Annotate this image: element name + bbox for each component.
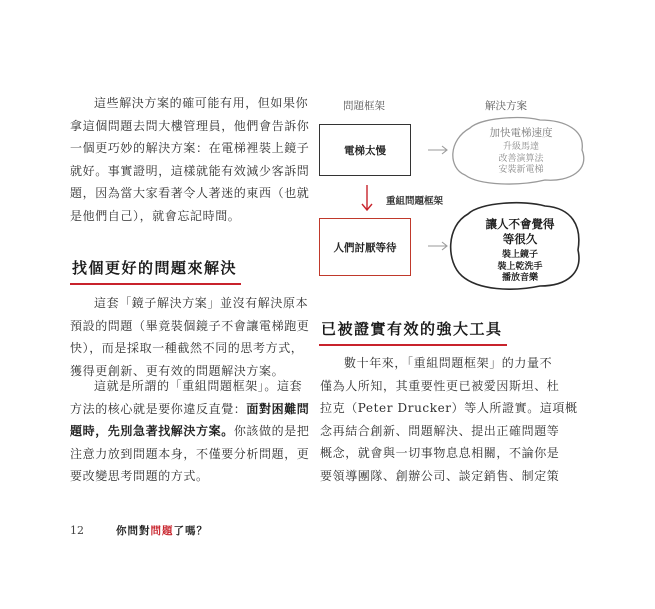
text-bold: 面對困難問 [246, 401, 310, 416]
proven-tool-paragraph [320, 352, 578, 488]
cloud-top-item: 安裝新電梯 [498, 165, 544, 175]
text-line: 拉克（Peter Drucker）等人所證實。這項概 [320, 401, 578, 416]
cloud-bottom-item: 播放音樂 [501, 273, 538, 283]
solution-label: 解決方案 [485, 100, 527, 112]
page-number: 12 [70, 524, 84, 537]
text-line: 題，因為當大家看著令人著迷的東西（也就 [70, 186, 310, 201]
cloud-bottom-content [458, 217, 582, 285]
text-line: 僅為人所知，其重要性更已被愛因斯坦、杜 [320, 378, 560, 393]
arrow-right-icon [428, 242, 447, 250]
cloud-top-title: 加快電梯速度 [489, 127, 553, 139]
problem-box-slow-elevator [319, 124, 411, 176]
cloud-bottom-item: 裝上鏡子 [501, 250, 538, 260]
cloud-bottom-title: 等很久 [502, 232, 538, 246]
text-line: 拿這個問題去問大樓管理員，他們會告訴你 [70, 118, 310, 133]
running-title [116, 523, 208, 538]
text-normal: 方法的核心就是要你違反直覺： [70, 401, 247, 416]
running-title-after: 了嗎？ [173, 525, 208, 537]
cloud-top-item: 改善演算法 [498, 153, 544, 164]
text-line: 獲得更創新、更有效的問題解決方案。 [70, 363, 285, 378]
heading-underline [319, 344, 507, 346]
text-line: 是他們自己），就會忘記時間。 [70, 208, 241, 223]
text-line: 要領導團隊、創辦公司、談定銷售、制定策 [320, 468, 560, 483]
text-line: 要改變思考問題的方式。 [70, 469, 209, 484]
text-line: 概念，就會與一切事物息息相關，不論你是 [320, 446, 560, 461]
cloud-bottom-title: 讓人不會覺得 [485, 217, 555, 231]
text-line: 念再結合創新、問題解決、提出正確問題等 [320, 423, 560, 438]
box-label: 電梯太慢 [344, 144, 386, 157]
problem-frame-label: 問題框架 [343, 100, 385, 112]
text-line: 注意力放到問題本身，不僅要分析問題，更 [70, 446, 310, 461]
heading-text: 已被證實有效的強大工具 [321, 320, 503, 338]
cloud-top-item: 升級馬達 [502, 142, 539, 152]
section-heading-proven-tool [321, 318, 503, 339]
text-line: 數十年來，「重組問題框架」的力量不 [344, 356, 553, 370]
box-label: 人們討厭等待 [333, 241, 397, 254]
arrow-right-icon [428, 146, 447, 154]
cloud-top-content [462, 126, 580, 177]
problem-box-hate-waiting [319, 218, 411, 276]
text-line: 這就是所謂的「重組問題框架」。這套 [94, 379, 303, 393]
cloud-bottom-item: 裝上乾洗手 [497, 261, 543, 272]
text-line: 一個更巧妙的解決方案：在電梯裡裝上鏡子 [70, 141, 310, 156]
running-title-highlight: 問題 [150, 525, 174, 537]
text-line: 快），而是採取一種截然不同的思考方式， [70, 341, 304, 356]
running-title-before: 你問對 [116, 525, 151, 537]
text-line: 這套「鏡子解決方案」並沒有解決原本 [94, 296, 309, 310]
reframe-label: 重組問題框架 [386, 196, 444, 207]
text-line: 就好。事實證明，這樣就能有效減少客訴問 [70, 163, 310, 178]
text-normal: 你該做的是把 [233, 424, 310, 439]
text-bold: 題時，先別急著找解決方案。 [70, 424, 234, 439]
arrow-down-icon [362, 185, 372, 210]
heading-text: 找個更好的問題來解決 [72, 259, 238, 277]
text-line: 預設的問題（畢竟裝個鏡子不會讓電梯跑更 [70, 318, 310, 333]
text-line: 這些解決方案的確可能有用，但如果你 [94, 96, 309, 110]
